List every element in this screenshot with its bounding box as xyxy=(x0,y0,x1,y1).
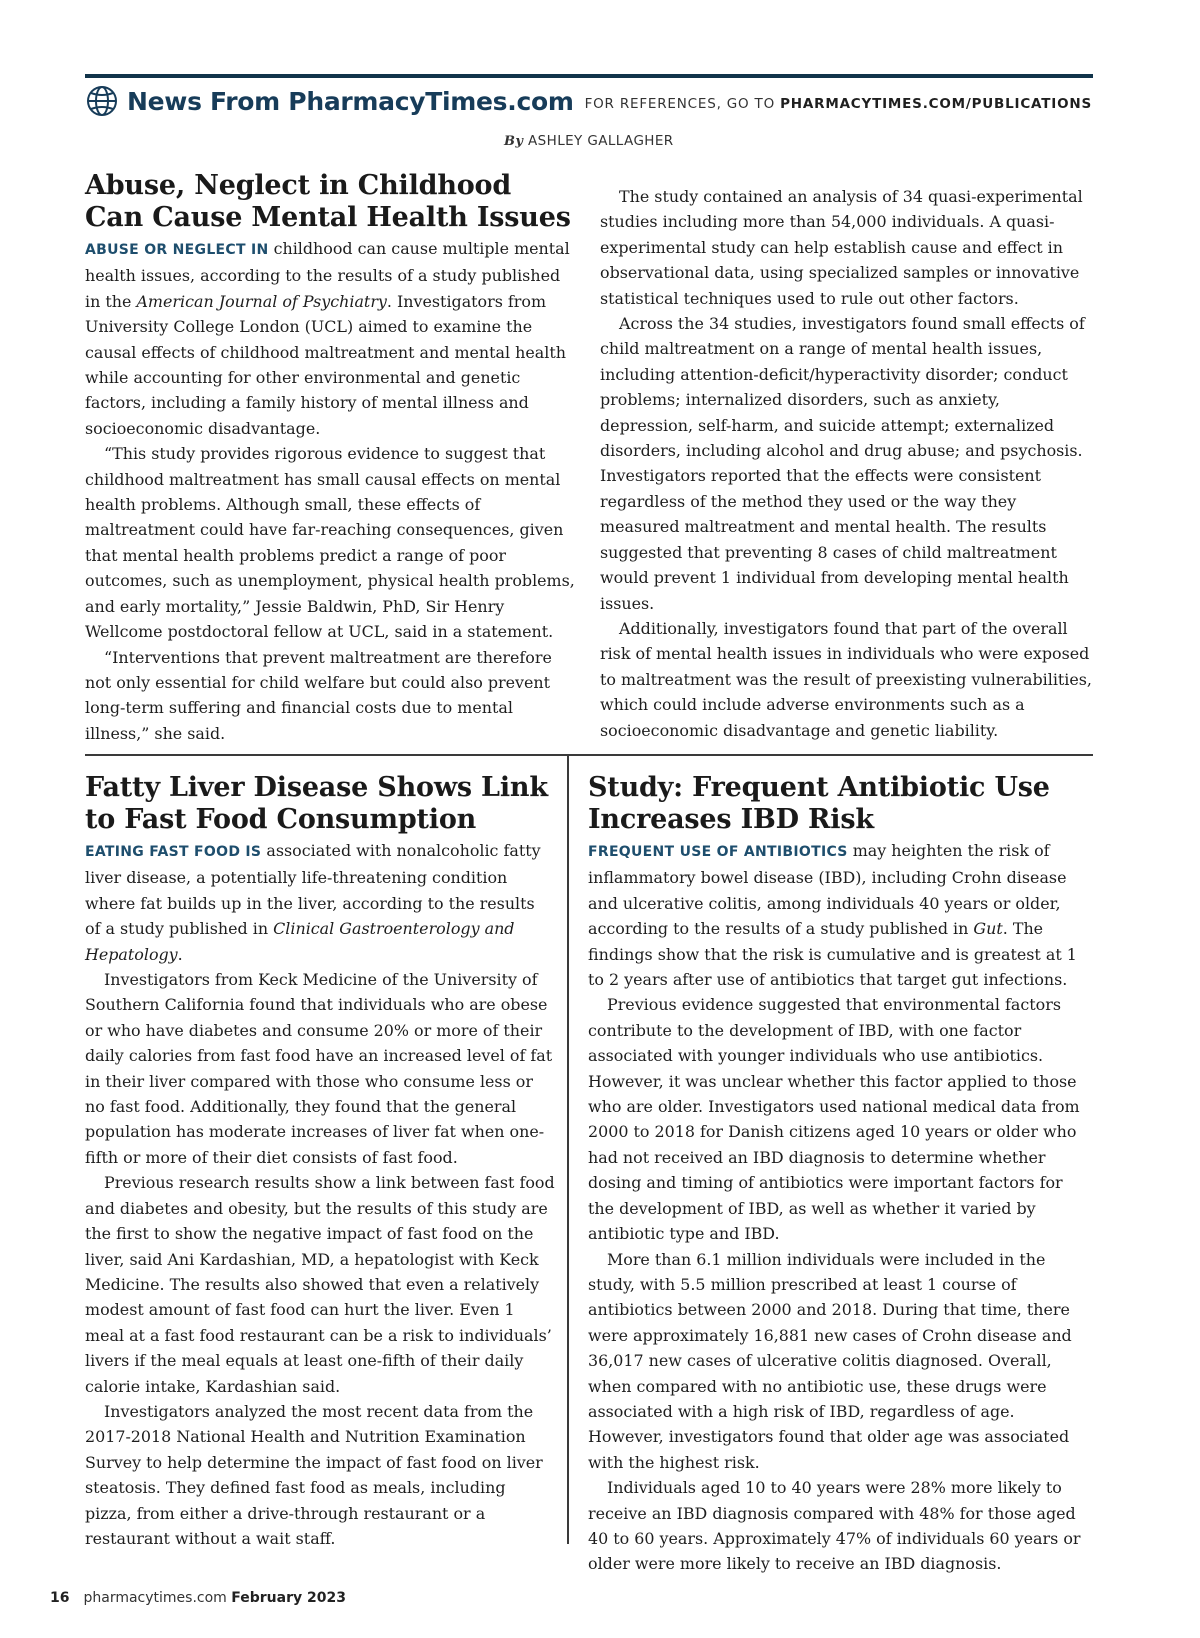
article-antibiotic-paragraph: More than 6.1 million individuals were included in the study, with 5.5 million prescribed at least 1 course of antibiotics between 2000 and 2018. During that time, there were approximately 16,881 new cases of Crohn disease and 36,017 new cases of ulcerative colitis diagnosed. Overall, when compared with no antibiotic use, these drugs were associated with a high risk of IBD, regardless of age. However, investigators found that older age was associated with the highest risk. xyxy=(588,1249,1072,1472)
article-abuse-headline: Abuse, Neglect in Childhood Can Cause Mental Health Issues xyxy=(85,170,571,233)
vertical-divider xyxy=(567,756,569,1544)
article-fatty-liver-lead-text: associated with nonalcoholic fatty liver disease, a potentially life-threatening condition where fat builds up in the liver, according to the results of a study published in xyxy=(85,841,541,939)
article-antibiotic-lead-text: may heighten the risk of inflammatory bowel disease (IBD), including Crohn disease and ulcerative colitis, among individuals 40 years or older, according to the results of a study published in xyxy=(588,841,1067,939)
article-fatty-liver-lead-text-2: . xyxy=(177,944,183,964)
article-fatty-liver-paragraph: Previous research results show a link between fast food and diabetes and obesity, but the results of this study are the first to show the negative impact of fast food on the liver, said Ani Kardashian, MD, a hepatologist with Keck Medicine. The results also showed that even a relatively modest amount of fast food can hurt the liver. Even 1 meal at a fast food restaurant can be a risk to individuals’ livers if the meal equals at least one-fifth of their daily calorie intake, Kardashian said. xyxy=(85,1173,555,1396)
article-fatty-liver-journal: Clinical Gastroenterology and Hepatology xyxy=(85,919,515,964)
article-antibiotic-paragraph: Individuals aged 10 to 40 years were 28% more likely to receive an IBD diagnosis compared with 48% for those aged 40 to 60 years. Approximately 47% of individuals 60 years or older were more likely to receive an IBD diagnosis. xyxy=(588,1478,1081,1574)
references-link[interactable]: PHARMACYTIMES.COM/PUBLICATIONS xyxy=(780,96,1092,112)
article-antibiotic-headline: Study: Frequent Antibiotic Use Increases IBD Risk xyxy=(588,772,1050,835)
article-abuse-lead-text-2: . Investigators from University College London (UCL) aimed to examine the causal effects of childhood maltreatment and mental health while accounting for other environmental and genetic factors, including a family history of mental illness and socioeconomic disadvantage. xyxy=(85,291,566,438)
article-antibiotic-lead xyxy=(588,838,1093,992)
article-antibiotic-paragraph: Previous evidence suggested that environmental factors contribute to the development of IBD, with one factor associated with younger individuals who use antibiotics. However, it was unclear whether this factor applied to those who are older. Investigators used national medical data from 2000 to 2018 for Danish citizens aged 10 years or older who had not received an IBD diagnosis to determine whether dosing and timing of antibiotics were important factors for the development of IBD, as well as whether it varied by antibiotic type and IBD. xyxy=(588,995,1080,1244)
section-title: News From PharmacyTimes.com xyxy=(127,86,574,116)
article-abuse-journal: American Journal of Psychiatry xyxy=(136,291,387,311)
article-abuse-lead-text: childhood can cause multiple mental health issues, according to the results of a study published in the xyxy=(85,239,570,311)
article-abuse-paragraph: Across the 34 studies, investigators found small effects of child maltreatment on a range of mental health issues, including attention-deficit/hyperactivity disorder; conduct problems; internalized disorders, such as anxiety, depression, self-harm, and suicide attempt; externalized disorders, including alcohol and drug abuse; and psychosis. Investigators reported that the effects were consistent regardless of the method they used or the way they measured maltreatment and mental health. The results suggested that preventing 8 cases of child maltreatment would prevent 1 individual from developing mental health issues. xyxy=(600,314,1085,613)
page-footer xyxy=(50,1590,346,1606)
article-fatty-liver-headline: Fatty Liver Disease Shows Link to Fast Food Consumption xyxy=(85,772,548,835)
article-antibiotic xyxy=(588,772,1093,1577)
article-antibiotic-journal: Gut xyxy=(973,919,1003,939)
article-abuse-left xyxy=(85,170,575,746)
article-abuse-paragraph: “Interventions that prevent maltreatment are therefore not only essential for child welfare but could also prevent long-term suffering and financial costs due to mental illness,” she said. xyxy=(85,647,552,743)
masthead xyxy=(85,84,574,118)
article-abuse-right xyxy=(600,184,1093,743)
globe-icon xyxy=(85,84,119,118)
article-fatty-liver-lead xyxy=(85,838,555,967)
article-antibiotic-lead-text-2: . The findings show that the risk is cumulative and is greatest at 1 to 2 years after use of antibiotics that target gut infections. xyxy=(588,919,1077,990)
byline-by: By xyxy=(504,134,524,149)
article-abuse-lead xyxy=(85,236,575,441)
references-prefix: FOR REFERENCES, GO TO xyxy=(584,96,781,112)
article-abuse-kicker: ABUSE OR NEGLECT IN xyxy=(85,242,269,258)
byline-author: ASHLEY GALLAGHER xyxy=(528,133,674,149)
article-abuse-paragraph: “This study provides rigorous evidence to suggest that childhood maltreatment has small causal effects on mental health problems. Although small, these effects of maltreatment could have far-reaching consequences, given that mental health problems predict a range of poor outcomes, such as unemployment, physical health problems, and early mortality,” Jessie Baldwin, PhD, Sir Henry Wellcome postdoctoral fellow at UCL, said in a statement. xyxy=(85,444,575,642)
article-fatty-liver-kicker: EATING FAST FOOD IS xyxy=(85,844,262,860)
horizontal-divider xyxy=(85,754,1093,756)
article-abuse-paragraph: The study contained an analysis of 34 quasi-experimental studies including more than 54,000 individuals. A quasi-experimental study can help establish cause and effect in observational data, using specialized samples or innovative statistical techniques used to rule out other factors. xyxy=(600,187,1083,308)
footer-issue: February 2023 xyxy=(231,1590,346,1606)
header-rule xyxy=(85,74,1093,78)
references-note xyxy=(585,96,1092,112)
byline xyxy=(504,133,674,149)
page-number: 16 xyxy=(50,1590,70,1606)
article-fatty-liver-paragraph: Investigators analyzed the most recent data from the 2017-2018 National Health and Nutrition Examination Survey to help determine the impact of fast food on liver steatosis. They defined fast food as meals, including pizza, from either a drive-through restaurant or a restaurant without a wait staff. xyxy=(85,1401,543,1548)
article-fatty-liver-paragraph: Investigators from Keck Medicine of the University of Southern California found that individuals who are obese or who have diabetes and consume 20% or more of their daily calories from fast food have an increased level of fat in their liver compared with those who consume less or no fast food. Additionally, they found that the general population has moderate increases of liver fat when one-fifth or more of their diet consists of fast food. xyxy=(85,970,553,1167)
article-abuse-paragraph: Additionally, investigators found that part of the overall risk of mental health issues in individuals who were exposed to maltreatment was the result of preexisting vulnerabilities, which could include adverse environments such as a socioeconomic disadvantage and genetic liability. xyxy=(600,618,1092,740)
article-antibiotic-kicker: FREQUENT USE OF ANTIBIOTICS xyxy=(588,844,848,860)
footer-site[interactable]: pharmacytimes.com xyxy=(83,1590,227,1606)
article-fatty-liver xyxy=(85,772,555,1551)
